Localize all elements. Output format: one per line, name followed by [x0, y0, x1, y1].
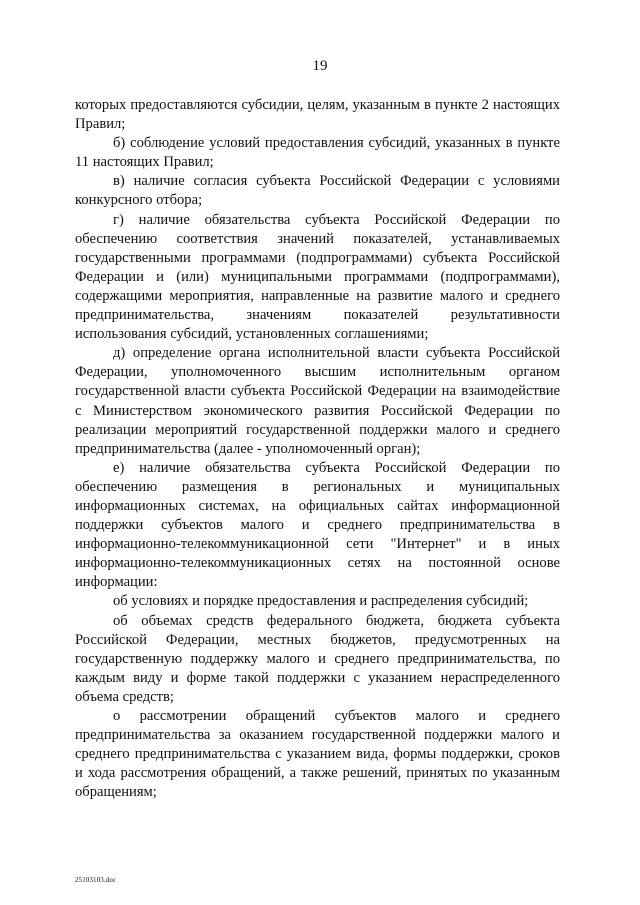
paragraph-info-volumes: об объемах средств федерального бюджета, бюджета субъекта Российской Федерации, местных бюджетов, предусмотренных на государственную поддержку малого и среднего предпринимательства, по каждым виду и форме такой поддержки с указанием нераспределенного объема средств; [75, 612, 560, 705]
paragraph-item-b: б) соблюдение условий предоставления субсидий, указанных в пункте 11 настоящих Правил; [75, 135, 560, 171]
paragraph-item-g: г) наличие обязательства субъекта Российской Федерации по обеспечению соответствия значений показателей, устанавливаемых государственными программами (подпрограммами) субъекта Российской Федерации и (или) муниципальными программами (подпрограммами), содержащими мероприятия, направленные на развитие малого и среднего предпринимательства, значениям показателей результативности использования субсидий, установленных соглашениями; [75, 211, 560, 343]
document-body [75, 96, 560, 802]
paragraph-item-e: е) наличие обязательства субъекта Российской Федерации по обеспечению размещения в региональных и муниципальных информационных системах, на официальных сайтах информационной поддержки субъектов малого и среднего предпринимательства в информационно-телекоммуникационной сети "Интернет" и в иных информационно-телекоммуникационных сетях на постоянной основе информации: [75, 459, 560, 591]
page-number: 19 [312, 58, 328, 74]
footer-filename: 25103103.doc [75, 876, 117, 884]
paragraph-continuation: которых предоставляются субсидии, целям, указанным в пункте 2 настоящих Правил; [75, 97, 560, 133]
paragraph-item-v: в) наличие согласия субъекта Российской Федерации с условиями конкурсного отбора; [75, 173, 560, 209]
paragraph-item-d: д) определение органа исполнительной власти субъекта Российской Федерации, уполномоченного высшим исполнительным органом государственной власти субъекта Российской Федерации на взаимодействие с Министерством экономического развития Российской Федерации по реализации мероприятий государственной поддержки малого и среднего предпринимательства (далее - уполномоченный орган); [75, 345, 560, 457]
paragraph-info-conditions: об условиях и порядке предоставления и распределения субсидий; [113, 593, 529, 610]
paragraph-info-appeals: о рассмотрении обращений субъектов малого и среднего предпринимательства за оказанием государственной поддержки малого и среднего предпринимательства с указанием вида, формы поддержки, сроков и хода рассмотрения обращений, а также решений, принятых по указанным обращениям; [75, 708, 560, 801]
